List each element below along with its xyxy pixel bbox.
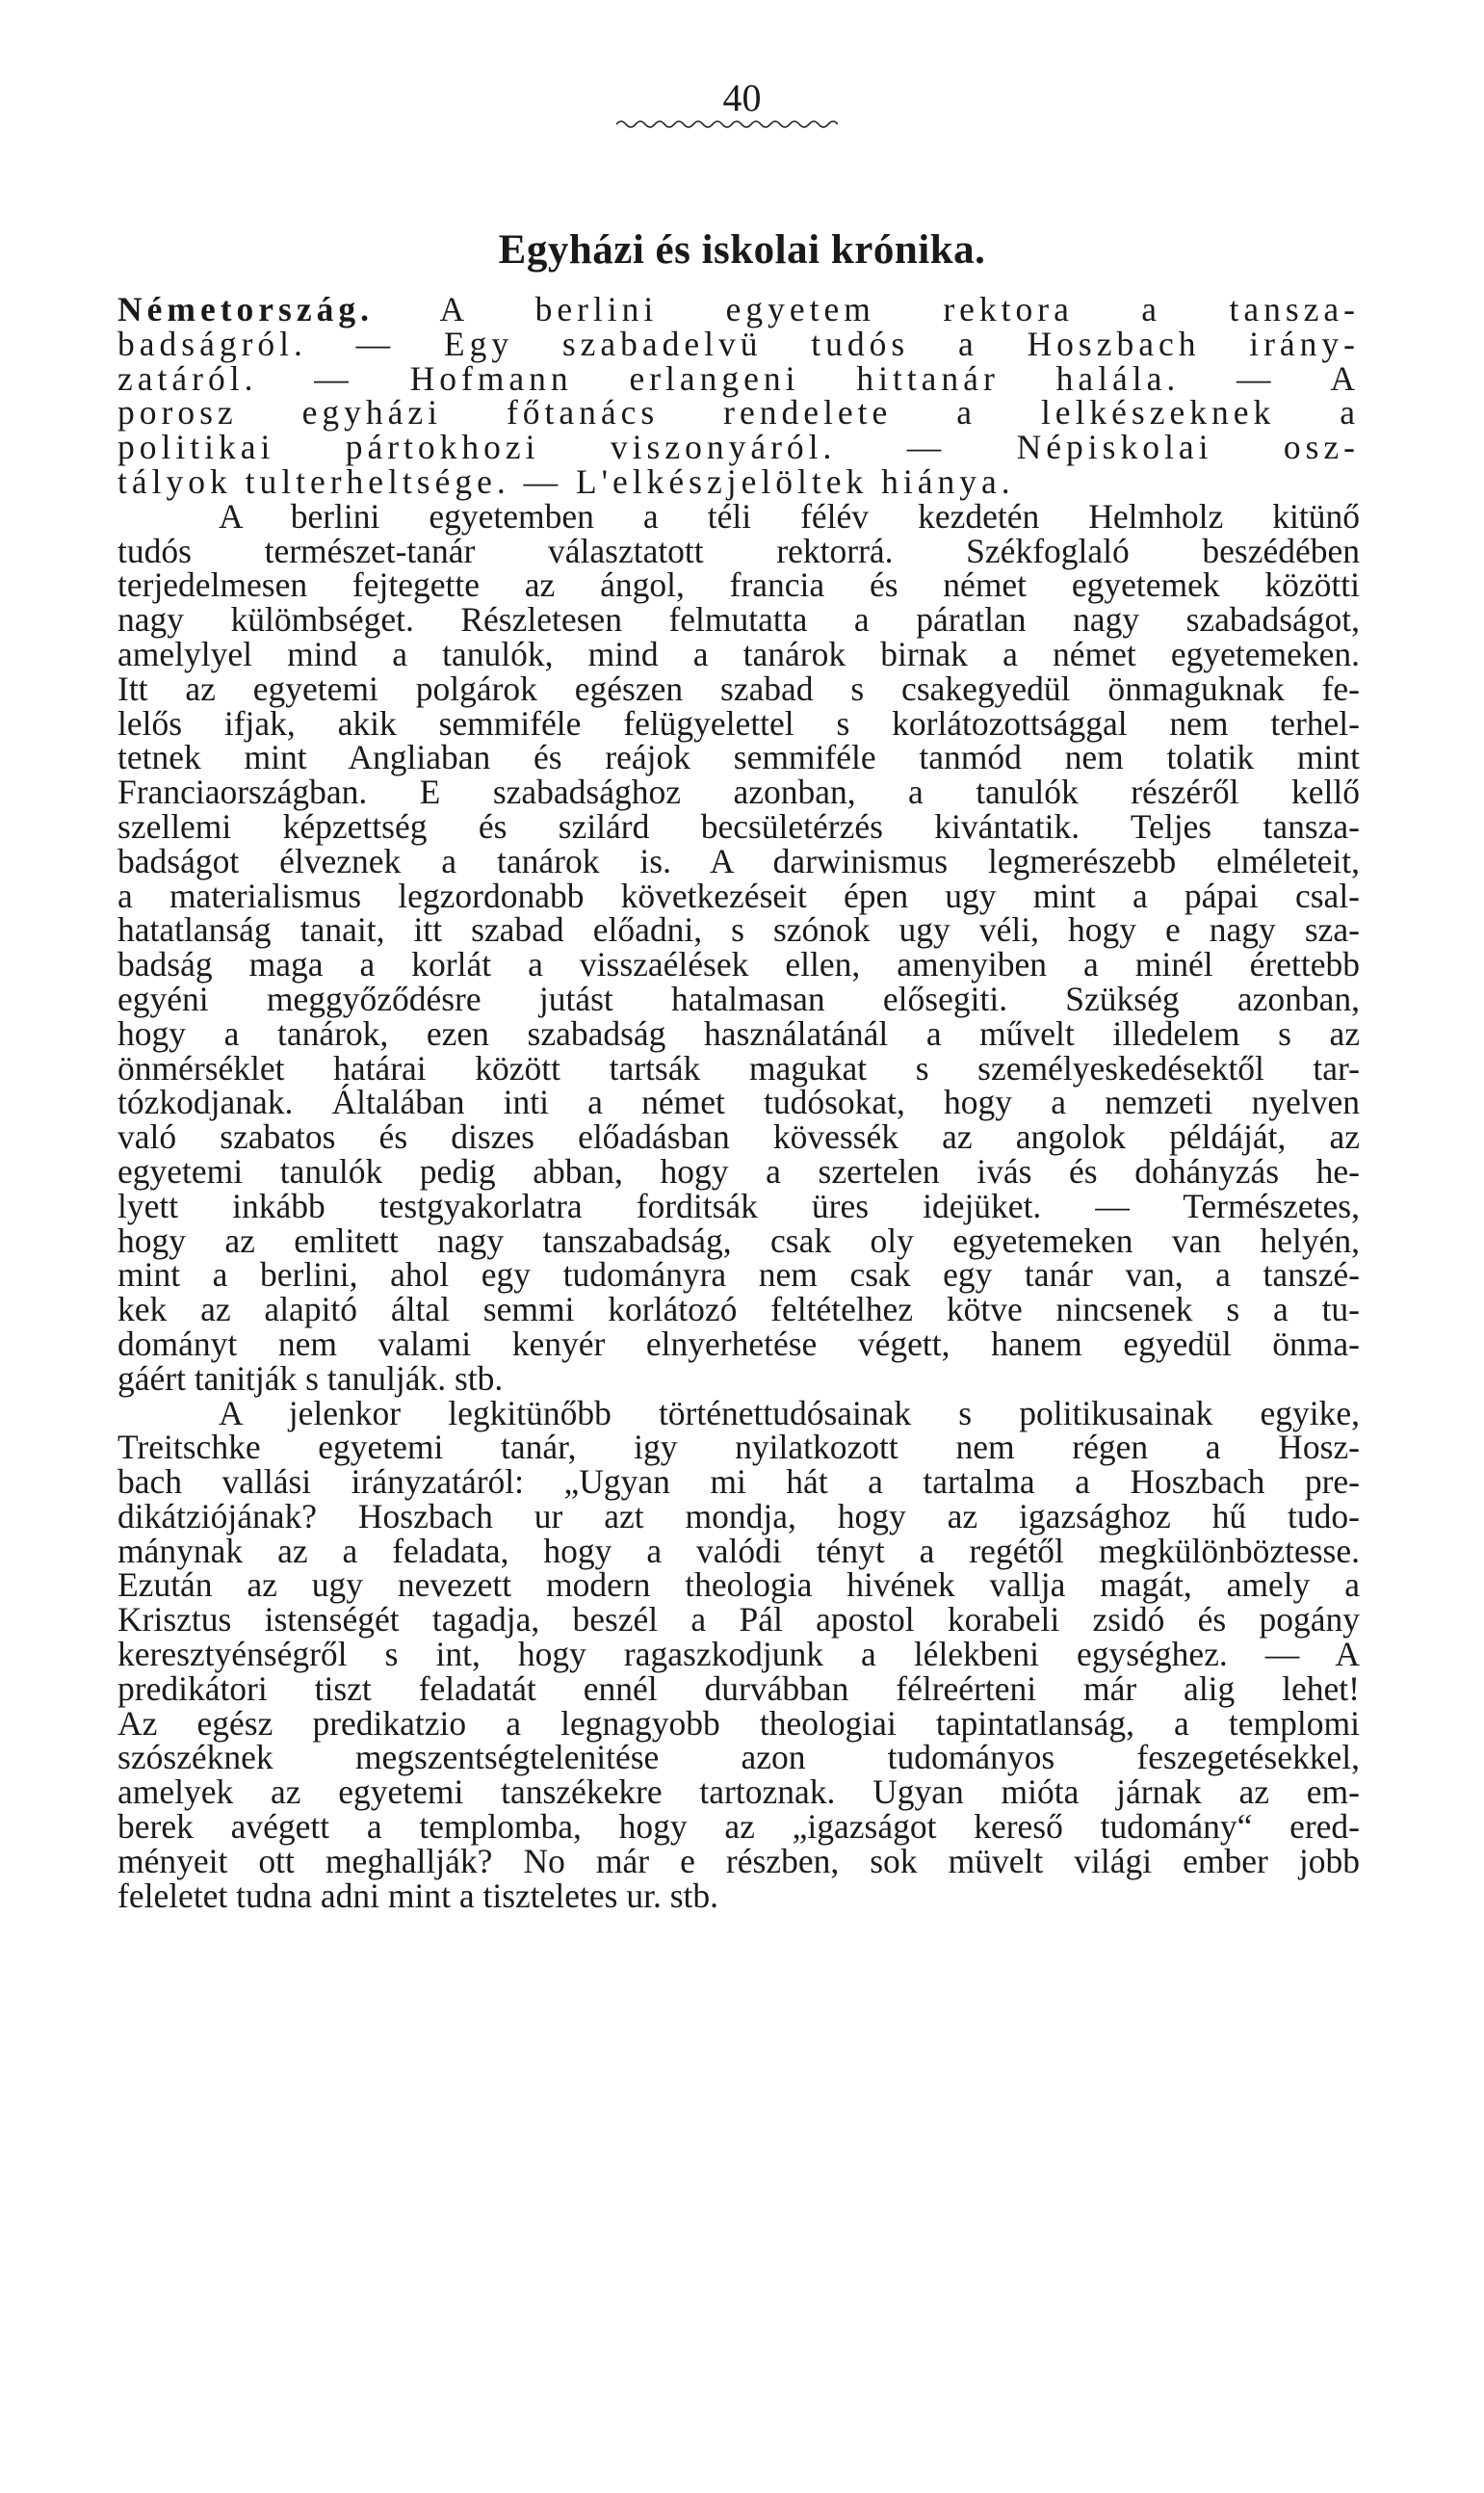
text-line-content: Krisztus istenségét tagadja, beszél a Pál apostol korabeli zsidó és pogány (117, 1600, 1360, 1640)
section-country-heading: Németország. (117, 290, 374, 328)
text-line (117, 1738, 1360, 1777)
text-line-content: dományt nem valami kenyér elnyerhetése végett, hanem egyedül önma- (117, 1324, 1360, 1363)
text-line (117, 1807, 1360, 1847)
text-line-content: szellemi képzettség és szilárd becsületérzés kivántatik. Teljes tansza- (117, 806, 1360, 846)
text-line-content: A berlini egyetemben a téli félév kezdetén Helmholz kitünő (219, 496, 1360, 536)
text-line (117, 1841, 1360, 1880)
text-line (117, 1565, 1360, 1605)
text-line (117, 841, 1360, 880)
text-line-content: predikátori tiszt feladatát ennél durvábban félreérteni már alig lehet! (117, 1668, 1360, 1708)
text-line-content: hogy az emlitett nagy tanszabadság, csak oly egyetemeken van helyén, (117, 1220, 1360, 1260)
page-number: 40 (722, 76, 762, 119)
text-line (117, 290, 1360, 328)
text-line (117, 876, 1360, 915)
text-line-content: tózkodjanak. Általában inti a német tudósokat, hogy a nemzeti nyelven (117, 1083, 1360, 1122)
text-line (117, 358, 1360, 398)
text-line (117, 600, 1360, 640)
text-line-content: egyéni meggyőződésre jutást hatalmasan elősegiti. Szükség azonban, (117, 979, 1360, 1018)
text-line (117, 1462, 1360, 1502)
text-line-content: politikai pártokhozi viszonyáról. — Népiskolai osz- (117, 428, 1360, 467)
text-line (117, 393, 1360, 433)
text-line-content: lelős ifjak, akik semmiféle felügyelettel s korlátozottsággal nem terhel- (117, 703, 1360, 743)
text-line (117, 1668, 1360, 1708)
text-line (117, 1430, 1360, 1465)
text-line-content: önmérséklet határai között tartsák magukat s személyeskedésektől tar- (117, 1048, 1360, 1088)
text-line-content: terjedelmesen fejtegette az ángol, francia és német egyetemek közötti (117, 565, 1360, 605)
text-line-content: feleletet tudna adni mint a tiszteletes ur. stb. (117, 1876, 719, 1915)
section-title: Egyházi és iskolai krónika. (498, 227, 986, 273)
text-line (117, 1220, 1360, 1260)
text-line (117, 1290, 1360, 1329)
text-line (117, 1393, 1360, 1432)
text-line (117, 1531, 1360, 1570)
text-line-content: való szabatos és diszes előadásban kövessék az angolok példáját, az (117, 1117, 1360, 1157)
text-line-content: bach vallási irányzatáról: „Ugyan mi hát a tartalma a Hoszbach pre- (117, 1462, 1360, 1502)
text-line-content: Ezután az ugy nevezett modern theologia hivének vallja magát, amely a (117, 1565, 1360, 1605)
text-line (117, 324, 1360, 363)
text-line (117, 1048, 1360, 1088)
text-line-content: berek avégett a templomba, hogy az „igazságot kereső tudomány“ ered- (117, 1807, 1360, 1847)
text-line-content: zatáról. — Hofmann erlangeni hittanár halála. — A (117, 358, 1360, 398)
text-line-content: ményeit ott meghallják? No már e részben, sok müvelt világi ember jobb (117, 1841, 1360, 1880)
text-line-content: amelylyel mind a tanulók, mind a tanárok birnak a német egyetemeken. (117, 634, 1360, 673)
text-line (117, 634, 1360, 673)
text-line-content: amelyek az egyetemi tanszékekre tartoznak. Ugyan mióta járnak az em- (117, 1772, 1360, 1812)
text-line-content: badság maga a korlát a visszaélések ellen, amenyiben a minél érettebb (117, 945, 1360, 984)
text-line (117, 945, 1360, 984)
text-line (117, 1876, 1360, 1915)
text-line-content: tályok tulterheltsége. — L'elkészjelöltek hiánya. (117, 461, 1015, 501)
text-line-content: Az egész predikatzio a legnagyobb theologiai tapintatlanság, a templomi (117, 1703, 1360, 1743)
text-line (117, 703, 1360, 743)
text-line (117, 1600, 1360, 1640)
text-line (117, 1186, 1360, 1225)
text-line-content: nagy külömbséget. Részletesen felmutatta a páratlan nagy szabadságot, (117, 600, 1360, 640)
text-line-content: A berlini egyetem rektora a tansza- (374, 290, 1360, 328)
text-line-content: A jelenkor legkitünőbb történettudósainak s politikusainak egyike, (219, 1393, 1360, 1432)
decorative-wavy-rule (616, 118, 838, 131)
article-body (117, 290, 1360, 1915)
text-line (117, 565, 1360, 605)
text-line-content: tudós természet-tanár választatott rektorrá. Székfoglaló beszédében (117, 531, 1360, 570)
text-line-content: mint a berlini, ahol egy tudományra nem csak egy tanár van, a tanszé- (117, 1255, 1360, 1295)
text-line (117, 806, 1360, 846)
text-line-content: egyetemi tanulók pedig abban, hogy a szertelen ivás és dohányzás he- (117, 1151, 1360, 1191)
text-line (117, 738, 1360, 777)
text-line (117, 1083, 1360, 1122)
text-line (117, 1496, 1360, 1535)
text-line (117, 669, 1360, 708)
text-line-content: dikátziójának? Hoszbach ur azt mondja, hogy az igazsághoz hű tudo- (117, 1496, 1360, 1535)
text-line (117, 531, 1360, 570)
text-line-content: tetnek mint Angliaban és reájok semmiféle tanmód nem tolatik mint (117, 738, 1360, 777)
text-line (117, 1772, 1360, 1812)
text-line (117, 1703, 1360, 1743)
text-line-content: Itt az egyetemi polgárok egészen szabad s csakegyedül önmaguknak fe- (117, 669, 1360, 708)
text-line (117, 461, 1360, 501)
text-line-content: badságot élveznek a tanárok is. A darwinismus legmerészebb elméleteit, (117, 841, 1360, 880)
text-line-content: lyett inkább testgyakorlatra forditsák üres idejüket. — Természetes, (117, 1186, 1360, 1225)
text-line (117, 1013, 1360, 1053)
text-line-content: gáért tanitják s tanulják. stb. (117, 1358, 504, 1398)
text-line-content: szószéknek megszentségtelenitése azon tudományos feszegetésekkel, (117, 1738, 1360, 1777)
text-line (117, 910, 1360, 950)
text-line-content: keresztyénségről s int, hogy ragaszkodjunk a lélekbeni egységhez. — A (117, 1635, 1360, 1674)
text-line (117, 1324, 1360, 1363)
text-line (117, 1358, 1360, 1398)
text-line-content: a materialismus legzordonabb következéseit épen ugy mint a pápai csal- (117, 876, 1360, 915)
text-line (117, 496, 1360, 536)
text-line (117, 428, 1360, 467)
text-line (117, 1151, 1360, 1191)
text-line-content: Treitschke egyetemi tanár, igy nyilatkozott nem régen a Hosz- (117, 1428, 1360, 1467)
text-line (117, 1255, 1360, 1295)
text-line-content: badságról. — Egy szabadelvü tudós a Hoszbach irány- (117, 324, 1360, 363)
text-line-content: Franciaországban. E szabadsághoz azonban, a tanulók részéről kellő (117, 773, 1360, 812)
text-line-content: hogy a tanárok, ezen szabadság használatánál a művelt illedelem s az (117, 1013, 1360, 1053)
text-line-content: kek az alapitó által semmi korlátozó feltételhez kötve nincsenek s a tu- (117, 1290, 1360, 1329)
text-line-content: hatatlanság tanait, itt szabad előadni, s szónok ugy véli, hogy e nagy sza- (117, 910, 1360, 950)
text-line-content: porosz egyházi főtanács rendelete a lelkészeknek a (117, 393, 1360, 433)
text-line-content: mánynak az a feladata, hogy a valódi tényt a regétől megkülönböztesse. (117, 1531, 1360, 1570)
text-line (117, 979, 1360, 1018)
text-line (117, 1117, 1360, 1157)
text-line (117, 1635, 1360, 1674)
text-line (117, 775, 1360, 810)
